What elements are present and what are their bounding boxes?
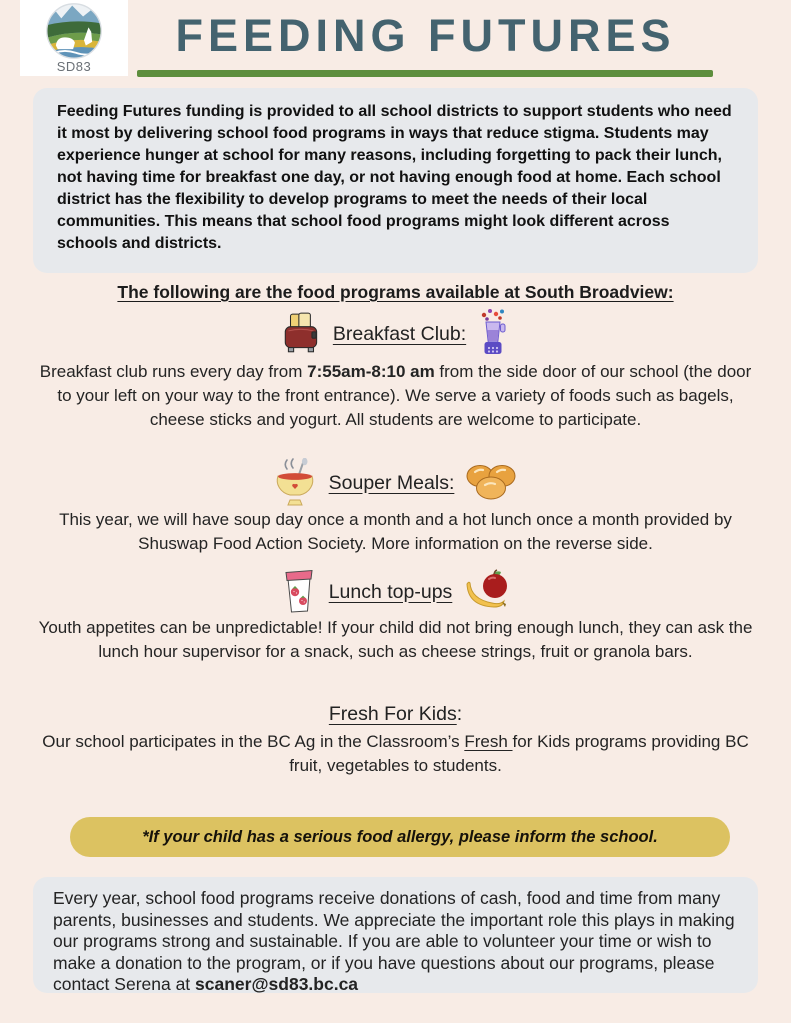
breakfast-text-after: from the side door of our school (the door to your left on your way to the front entrance). We serve a variety of foods such as bagels, cheese sticks and yogurt. All students are welcome to participate. <box>57 362 752 430</box>
lunch-top-ups-heading-row <box>33 568 758 616</box>
fresh-for-kids-heading-label: Fresh For Kids <box>328 703 457 725</box>
yogurt-icon <box>279 568 319 616</box>
allergy-banner <box>70 817 730 857</box>
programs-heading: The following are the food programs available at South Broadview: <box>117 282 674 302</box>
donation-text-before: Every year, school food programs receive donations of cash, food and time from many parents, businesses and students. We appreciate the important role this plays in making our programs strong and sustainable. If you are able to volunteer your time or wish to make a donation to the program, or if you have questions about our programs, please contact Serena at <box>53 888 735 995</box>
intro-panel <box>33 88 758 273</box>
donation-text <box>53 888 738 996</box>
breakfast-time: 7:55am-8:10 am <box>307 362 435 381</box>
donation-email: scaner@sd83.bc.ca <box>195 974 359 995</box>
toaster-icon <box>281 311 323 357</box>
breakfast-club-heading-row <box>33 308 758 360</box>
soup-icon <box>273 458 319 508</box>
breakfast-club-heading: Breakfast Club: <box>332 322 467 345</box>
breakfast-club-text <box>33 360 758 432</box>
bread-icon <box>464 463 518 503</box>
breakfast-text-before: Breakfast club runs every day from <box>39 362 308 381</box>
fresh-text-after: for Kids programs providing BC fruit, vegetables to students. <box>289 732 749 776</box>
fresh-text-before: Our school participates in the BC Ag in the Classroom’s <box>42 732 465 751</box>
sd83-logo-icon <box>45 2 103 60</box>
souper-meals-text: This year, we will have soup day once a month and a hot lunch once a month provided by Shuswap Food Action Society. More information on the reverse side. <box>59 510 732 554</box>
fresh-for-kids-heading-colon: : <box>456 703 463 725</box>
lunch-top-ups-text: Youth appetites can be unpredictable! If your child did not bring enough lunch, they can ask the lunch hour supervisor for a snack, such as cheese strings, fruit or granola bars. <box>38 618 753 662</box>
fresh-for-kids-heading <box>33 703 758 726</box>
donation-panel <box>33 877 758 993</box>
logo-caption: SD83 <box>56 59 92 74</box>
page-title: FEEDING FUTURES <box>175 10 676 61</box>
intro-text: Feeding Futures funding is provided to all school districts to support students who need it most by delivering school food programs in ways that reduce stigma. Students may experience hunger at school for many reasons, including forgetting to pack their lunch, not having time for breakfast one day, or not having enough food at home. Each school district has the flexibility to develop programs to meet the needs of their local communities. This means that school food programs might look different across schools and districts. <box>57 103 732 253</box>
district-logo <box>20 0 128 76</box>
souper-meals-heading-row <box>33 458 758 508</box>
fresh-underlined-word: Fresh <box>464 732 513 751</box>
fresh-for-kids-text <box>33 730 758 778</box>
title-underline-bar <box>137 70 713 77</box>
allergy-banner-text: *If your child has a serious food allergy, please inform the school. <box>142 827 658 846</box>
blender-icon <box>476 308 510 360</box>
lunch-top-ups-heading: Lunch top-ups <box>328 580 453 603</box>
fruit-icon <box>462 568 512 616</box>
souper-meals-heading: Souper Meals: <box>328 471 455 494</box>
